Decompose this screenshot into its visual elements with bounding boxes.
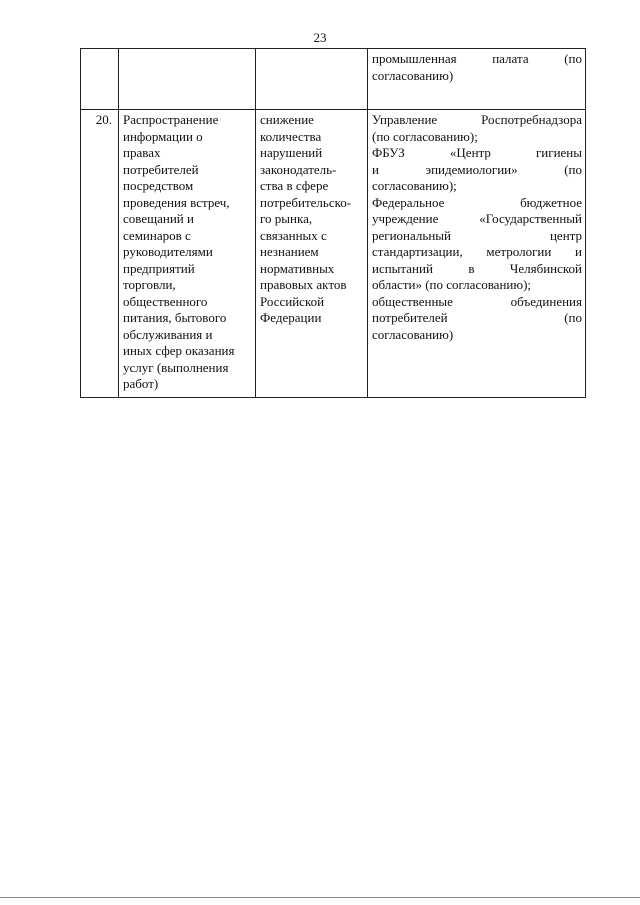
scan-bottom-edge: [0, 897, 640, 898]
activity-line: информации о: [123, 128, 203, 144]
activity-line: работ): [123, 376, 159, 391]
executors-line: региональный центр: [372, 227, 582, 243]
result-line: законодатель-: [260, 161, 337, 177]
cell-executors-continued: [368, 49, 586, 110]
row-number: [81, 110, 119, 398]
executors-line: ФБУЗ «Центр гигиены: [372, 145, 582, 160]
table-row-20: [81, 110, 586, 398]
result-line: нормативных: [260, 260, 335, 276]
activity-line: общественного: [123, 293, 208, 309]
executors-line: Управление Роспотребнадзора: [372, 112, 582, 127]
result-line: правовых актов: [260, 277, 347, 292]
result-line: незнанием: [260, 244, 319, 259]
activity-line: проведения встреч,: [123, 194, 230, 210]
executors-line: промышленная палата (по: [372, 51, 582, 66]
executors-line: общественные объединения: [372, 293, 582, 309]
result-line: ства в сфере: [260, 178, 329, 193]
activity-line: правах: [123, 145, 161, 160]
activity-line: предприятий: [123, 260, 195, 276]
table-row-continued: [81, 49, 586, 110]
activity-line: обслуживания и: [123, 326, 213, 342]
executors-line: испытаний в Челябинской: [372, 260, 582, 276]
cell-result-empty: [256, 49, 368, 110]
cell-expected-result: [256, 110, 368, 398]
activity-line: совещаний и: [123, 211, 194, 226]
result-line: количества: [260, 128, 322, 144]
executors-line: согласованию);: [372, 178, 457, 193]
cell-activity-empty: [119, 49, 256, 110]
activity-line: Распространение: [123, 112, 219, 127]
result-line: снижение: [260, 112, 314, 127]
executors-line: согласованию): [372, 67, 454, 83]
activity-line: посредством: [123, 178, 194, 193]
activity-line: торговли,: [123, 277, 176, 292]
executors-line: и эпидемиологии» (по: [372, 161, 582, 177]
result-line: нарушений: [260, 145, 323, 160]
result-line: потребительско-: [260, 194, 352, 210]
activity-line: семинаров с: [123, 227, 191, 243]
cell-executors: [368, 110, 586, 398]
result-line: связанных с: [260, 227, 327, 243]
activity-line: услуг (выполнения: [123, 359, 229, 375]
result-line: Федерации: [260, 310, 322, 325]
executors-line: учреждение «Государственный: [372, 211, 582, 226]
executors-line: стандартизации, метрологии и: [372, 244, 582, 259]
page-number: 23: [313, 30, 327, 45]
executors-line: согласованию): [372, 326, 454, 342]
executors-line: области» (по согласованию);: [372, 277, 532, 292]
result-line: Российской: [260, 293, 325, 309]
row-number-text: 20.: [95, 112, 112, 127]
cell-activity: [119, 110, 256, 398]
activity-line: питания, бытового: [123, 310, 227, 325]
activity-line: потребителей: [123, 161, 199, 177]
activity-line: руководителями: [123, 244, 213, 259]
executors-line: потребителей (по: [372, 310, 582, 325]
cell-number-empty: [81, 49, 119, 110]
activity-line: иных сфер оказания: [123, 343, 235, 358]
measures-table: [80, 48, 586, 398]
executors-line: (по согласованию);: [372, 128, 478, 144]
result-line: го рынка,: [260, 211, 313, 226]
executors-line: Федеральное бюджетное: [372, 194, 582, 210]
